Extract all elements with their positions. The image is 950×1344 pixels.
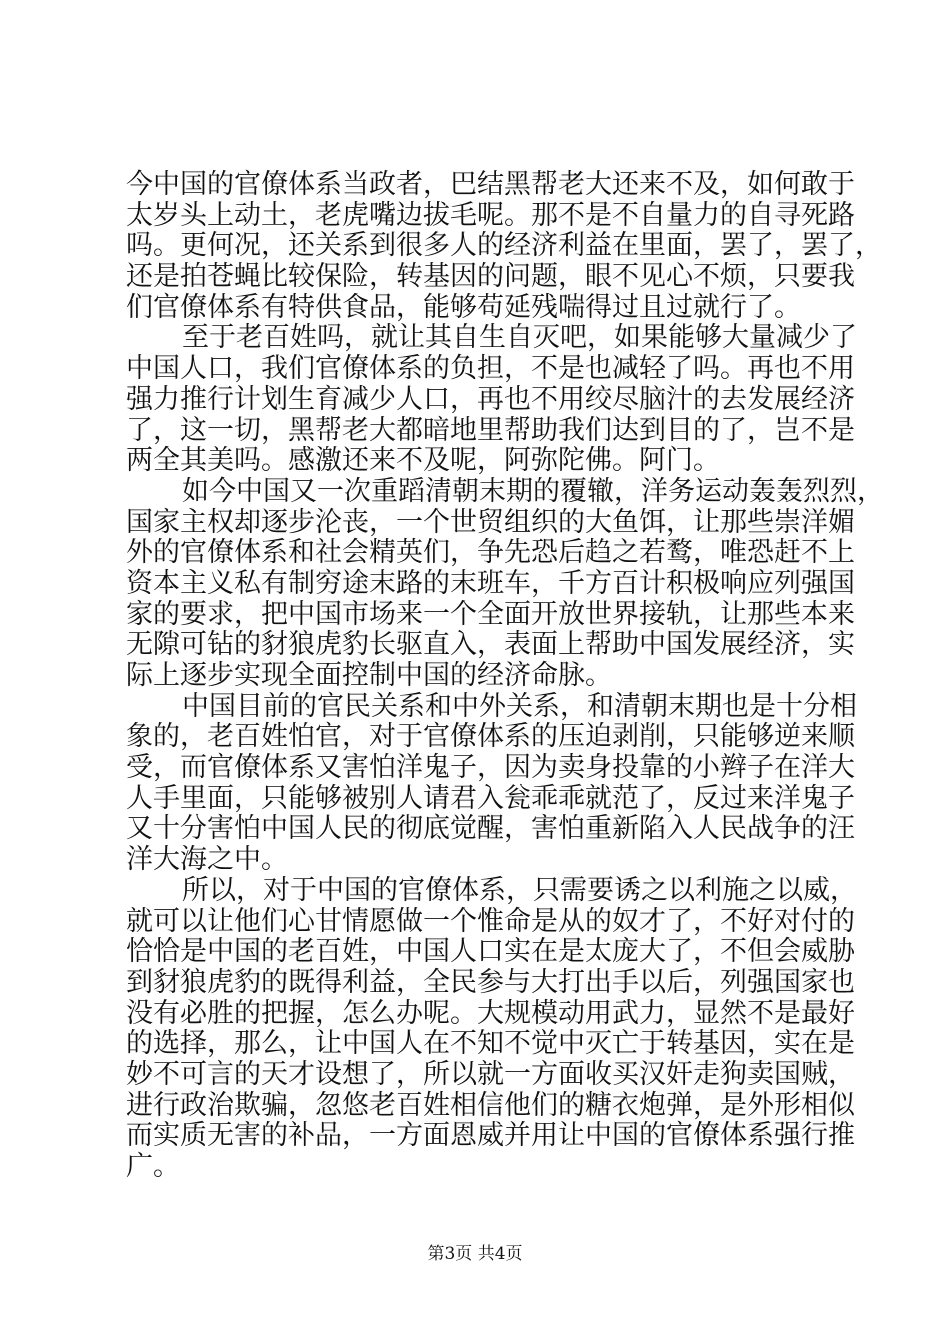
text-line: 外的官僚体系和社会精英们，争先恐后趋之若鹜，唯恐赶不上 [126,537,855,569]
text-line: 两全其美吗。感激还来不及呢，阿弥陀佛。阿门。 [126,445,720,477]
text-line: 恰恰是中国的老百姓，中国人口实在是太庞大了，不但会威胁 [126,936,855,968]
text-line: 中国目前的官民关系和中外关系，和清朝末期也是十分相 [182,690,857,722]
text-line: 家的要求，把中国市场来一个全面开放世界接轨，让那些本来 [126,598,855,630]
text-line: 际上逐步实现全面控制中国的经济命脉。 [126,660,612,691]
text-line: 们官僚体系有特供食品，能够苟延残喘得过且过就行了。 [126,291,801,323]
text-line: 的选择，那么，让中国人在不知不觉中灭亡于转基因，实在是 [126,1028,855,1060]
text-line: 洋大海之中。 [126,844,288,876]
text-line: 广。 [126,1151,180,1182]
text-line: 资本主义私有制穷途末路的末班车，千方百计积极响应列强国 [126,567,855,599]
text-line: 妙不可言的天才设想了，所以就一方面收买汉奸走狗卖国贼， [126,1058,855,1090]
text-line: 如今中国又一次重蹈清朝末期的覆辙，洋务运动轰轰烈烈， [182,475,884,507]
text-line: 所以，对于中国的官僚体系，只需要诱之以利施之以威， [182,874,857,906]
text-line: 进行政治欺骗，忽悠老百姓相信他们的糖衣炮弹，是外形相似 [126,1089,855,1121]
text-line: 到豺狼虎豹的既得利益，全民参与大打出手以后，列强国家也 [126,966,855,998]
text-line: 就可以让他们心甘情愿做一个惟命是从的奴才了，不好对付的 [126,905,855,937]
text-line: 还是拍苍蝇比较保险，转基因的问题，眼不见心不烦，只要我 [126,261,855,293]
text-line: 了，这一切，黑帮老大都暗地里帮助我们达到目的了，岂不是 [126,414,855,446]
text-line: 又十分害怕中国人民的彻底觉醒，害怕重新陷入人民战争的汪 [126,813,855,845]
text-line: 中国人口，我们官僚体系的负担，不是也减轻了吗。再也不用 [126,353,855,385]
text-line: 太岁头上动土，老虎嘴边拔毛呢。那不是不自量力的自寻死路 [126,199,855,231]
text-line: 今中国的官僚体系当政者，巴结黑帮老大还来不及，如何敢于 [126,169,855,200]
text-line: 吗。更何况，还关系到很多人的经济利益在里面，罢了，罢了， [126,230,882,262]
text-line: 象的，老百姓怕官，对于官僚体系的压迫剥削，只能够逆来顺 [126,721,855,753]
page-footer: 第3页 共4页 [427,1244,523,1264]
text-line: 人手里面，只能够被别人请君入瓮乖乖就范了，反过来洋鬼子 [126,782,855,814]
text-line: 而实质无害的补品，一方面恩威并用让中国的官僚体系强行推 [126,1120,855,1152]
body-text [126,169,884,1183]
text-line: 国家主权却逐步沦丧，一个世贸组织的大鱼饵，让那些崇洋媚 [126,506,855,538]
text-line: 没有必胜的把握，怎么办呢。大规模动用武力，显然不是最好 [126,997,855,1029]
text-line: 强力推行计划生育减少人口，再也不用绞尽脑汁的去发展经济 [126,383,855,415]
text-line: 至于老百姓吗，就让其自生自灭吧，如果能够大量减少了 [182,322,857,354]
text-line: 受，而官僚体系又害怕洋鬼子，因为卖身投靠的小辫子在洋大 [126,752,855,784]
text-line: 无隙可钻的豺狼虎豹长驱直入，表面上帮助中国发展经济，实 [126,629,855,661]
